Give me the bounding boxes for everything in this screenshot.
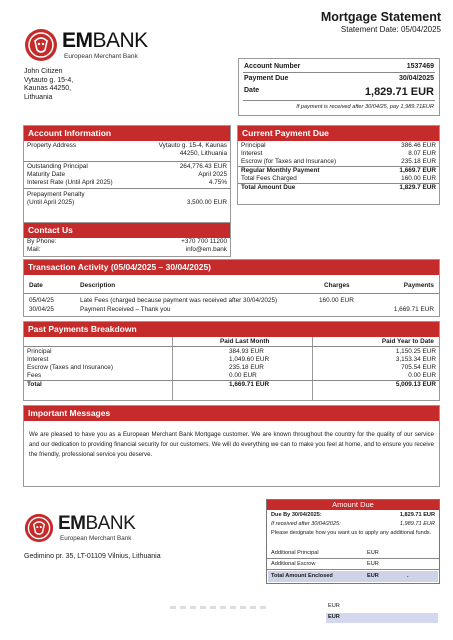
late-payment-note: If payment is received after 30/04/25, pay 1,989.71EUR	[296, 104, 434, 110]
row-last-month: 1,669.71 EUR	[229, 381, 270, 388]
bank-name: EMBANK	[62, 29, 148, 52]
row-label: Principal	[27, 348, 52, 355]
row-label: Escrow (for Taxes and Insurance)	[241, 158, 337, 165]
scan-artifact	[170, 606, 270, 609]
row-label: Fees	[27, 372, 42, 379]
row-year-to-date: 1,150.25 EUR	[395, 348, 436, 355]
amount-due-total: 1,829.71 EUR	[364, 86, 434, 98]
current-payment-row	[238, 150, 439, 158]
current-payment-row	[238, 183, 439, 192]
row-year-to-date: 705.54 EUR	[401, 364, 436, 371]
messages-panel	[23, 405, 440, 487]
row-label: Interest	[27, 356, 49, 363]
bank-logo-icon	[24, 513, 54, 543]
messages-title: Important Messages	[24, 406, 439, 421]
property-address: Vytauto g. 15-4, Kaunas 44250, Lithuania	[158, 142, 227, 157]
late-amount: 1,989.71 EUR	[399, 521, 435, 527]
row-value: 386.46 EUR	[401, 142, 436, 149]
maturity-date: April 2025	[198, 171, 227, 178]
transaction-title: Transaction Activity (05/04/2025 – 30/04/2025)	[24, 260, 439, 275]
row-label: Principal	[241, 142, 266, 149]
prepayment-penalty: 3,500.00 EUR	[186, 199, 227, 206]
bank-logo-icon	[24, 28, 58, 62]
tx-row-desc: Payment Received – Thank you	[80, 306, 171, 313]
current-payment-row	[238, 158, 439, 166]
tx-row-date: 05/04/25	[29, 297, 54, 304]
row-year-to-date: 0.00 EUR	[408, 372, 436, 379]
additional-principal-input[interactable]	[385, 549, 439, 559]
row-last-month: 0.00 EUR	[229, 372, 257, 379]
row-year-to-date: 5,009.13 EUR	[395, 381, 436, 388]
payment-due-date: 30/04/2025	[398, 75, 434, 82]
current-payment-row	[238, 175, 439, 183]
contact-email[interactable]: info@em.bank	[185, 246, 227, 253]
current-payment-title: Current Payment Due	[238, 126, 439, 141]
row-value: 160.00 EUR	[401, 175, 436, 182]
coupon-highlight	[326, 613, 438, 623]
row-value: 8.07 EUR	[408, 150, 436, 157]
past-payment-row	[24, 348, 439, 356]
statement-date: Statement Date: 05/04/2025	[340, 25, 441, 34]
row-value: 1,829.7 EUR	[399, 184, 436, 191]
past-payment-row	[24, 356, 439, 364]
row-value: 235.18 EUR	[401, 158, 436, 165]
summary-box: Account Number 1537469 Payment Due 30/04/2025 Date 1,829.71 EUR If payment is received after 30/04/25, pay 1,989.71EUR	[238, 58, 440, 116]
contact-title: Contact Us	[24, 223, 230, 238]
additional-escrow-input[interactable]	[385, 560, 439, 570]
row-last-month: 1,049.60 EUR	[229, 356, 270, 363]
tx-row-date: 30/04/25	[29, 306, 54, 313]
current-payment-panel	[237, 125, 440, 205]
page-title: Mortgage Statement	[320, 10, 441, 24]
tx-row-payments: 1,669.71 EUR	[393, 306, 434, 313]
row-label: Total	[27, 381, 42, 388]
amount-due-title: Amount Due	[267, 500, 439, 510]
due-by-amount: 1,829.71 EUR	[399, 512, 435, 518]
row-label: Regular Monthly Payment	[241, 167, 320, 174]
row-value: 1,669.7 EUR	[399, 167, 436, 174]
amount-due-coupon: Amount Due Due By 30/04/2025: 1,829.71 EUR If received after 30/04/2025: 1,989.71 EUR Please designate how you want us to apply any additional funds. Additional Principal EUR Additional Escrow EUR Total Amount Enclosed EUR .	[266, 499, 440, 584]
bank-address: Gedimino pr. 35, LT-01109 Vilnius, Lithuania	[24, 553, 161, 560]
account-info-panel: Account Information Property Address Vytauto g. 15-4, Kaunas 44250, Lithuania Outstanding Principal 264,776.43 EUR Maturity Date April 2025 Interest Rate (Until April 2025) 4.75% Prepayment Penalty (Until April 2025) 3,500.00 EUR	[23, 125, 231, 223]
past-payment-row	[24, 364, 439, 372]
past-payment-row	[24, 372, 439, 380]
interest-rate: 4.75%	[208, 179, 227, 186]
bank-name-footer: EMBANK	[58, 513, 136, 534]
past-payments-panel: Past Payments Breakdown Paid Last Month Paid Year to Date Principal 384.93 EUR 1,150.25 EUR Interest 1,049.60 EUR 3,153.34 EUR Escrow (Taxes and Insurance) 235.18 EUR 705.54 EUR Fees 0.00 EUR 0.00 EUR Total 1,669.71 EUR 5,009.13 EUR	[23, 321, 440, 401]
row-year-to-date: 3,153.34 EUR	[395, 356, 436, 363]
contact-panel: Contact Us By Phone: +370 700 11200 Mail: info@em.bank	[23, 222, 231, 257]
account-info-title: Account Information	[24, 126, 230, 141]
transaction-panel: Transaction Activity (05/04/2025 – 30/04/2025) Date Description Charges Payments 05/04/25 Late Fees (charged because payment was received after 30/04/2025) 160.00 EUR 30/04/25 Payment Received – Thank you 1,669.71 EUR	[23, 259, 440, 317]
current-payment-row	[238, 142, 439, 150]
coupon-eur-2: EUR	[328, 614, 340, 620]
row-label: Interest	[241, 150, 263, 157]
bank-tagline: European Merchant Bank	[64, 53, 138, 60]
row-last-month: 235.18 EUR	[229, 364, 264, 371]
account-number: 1537469	[406, 63, 434, 70]
contact-phone[interactable]: +370 700 11200	[181, 238, 227, 245]
outstanding-principal: 264,776.43 EUR	[179, 163, 227, 170]
customer-address: John Citizen Vytauto g. 15-4, Kaunas 44250, Lithuania	[24, 68, 74, 101]
past-payments-title: Past Payments Breakdown	[24, 322, 439, 337]
past-payment-row	[24, 380, 439, 389]
tx-row-charges: 160.00 EUR	[319, 297, 354, 304]
row-label: Total Fees Charged	[241, 175, 297, 182]
row-last-month: 384.93 EUR	[229, 348, 264, 355]
row-label: Total Amount Due	[241, 184, 296, 191]
row-label: Escrow (Taxes and Insurance)	[27, 364, 113, 371]
current-payment-row	[238, 166, 439, 175]
tx-row-desc: Late Fees (charged because payment was received after 30/04/2025)	[80, 297, 278, 304]
bank-tagline-footer: European Merchant Bank	[60, 535, 132, 542]
total-enclosed-label: Total Amount Enclosed	[271, 573, 333, 579]
messages-body: We are pleased to have you as a European Merchant Bank Mortgage customer. We are known throughout the country for the quality of our service and our dedication to providing financial security for our customers. We will do everything we can to make you feel at home, and to ensure you receive the friendly, professional service you deserve.	[29, 431, 434, 458]
coupon-eur-1: EUR	[328, 603, 340, 609]
